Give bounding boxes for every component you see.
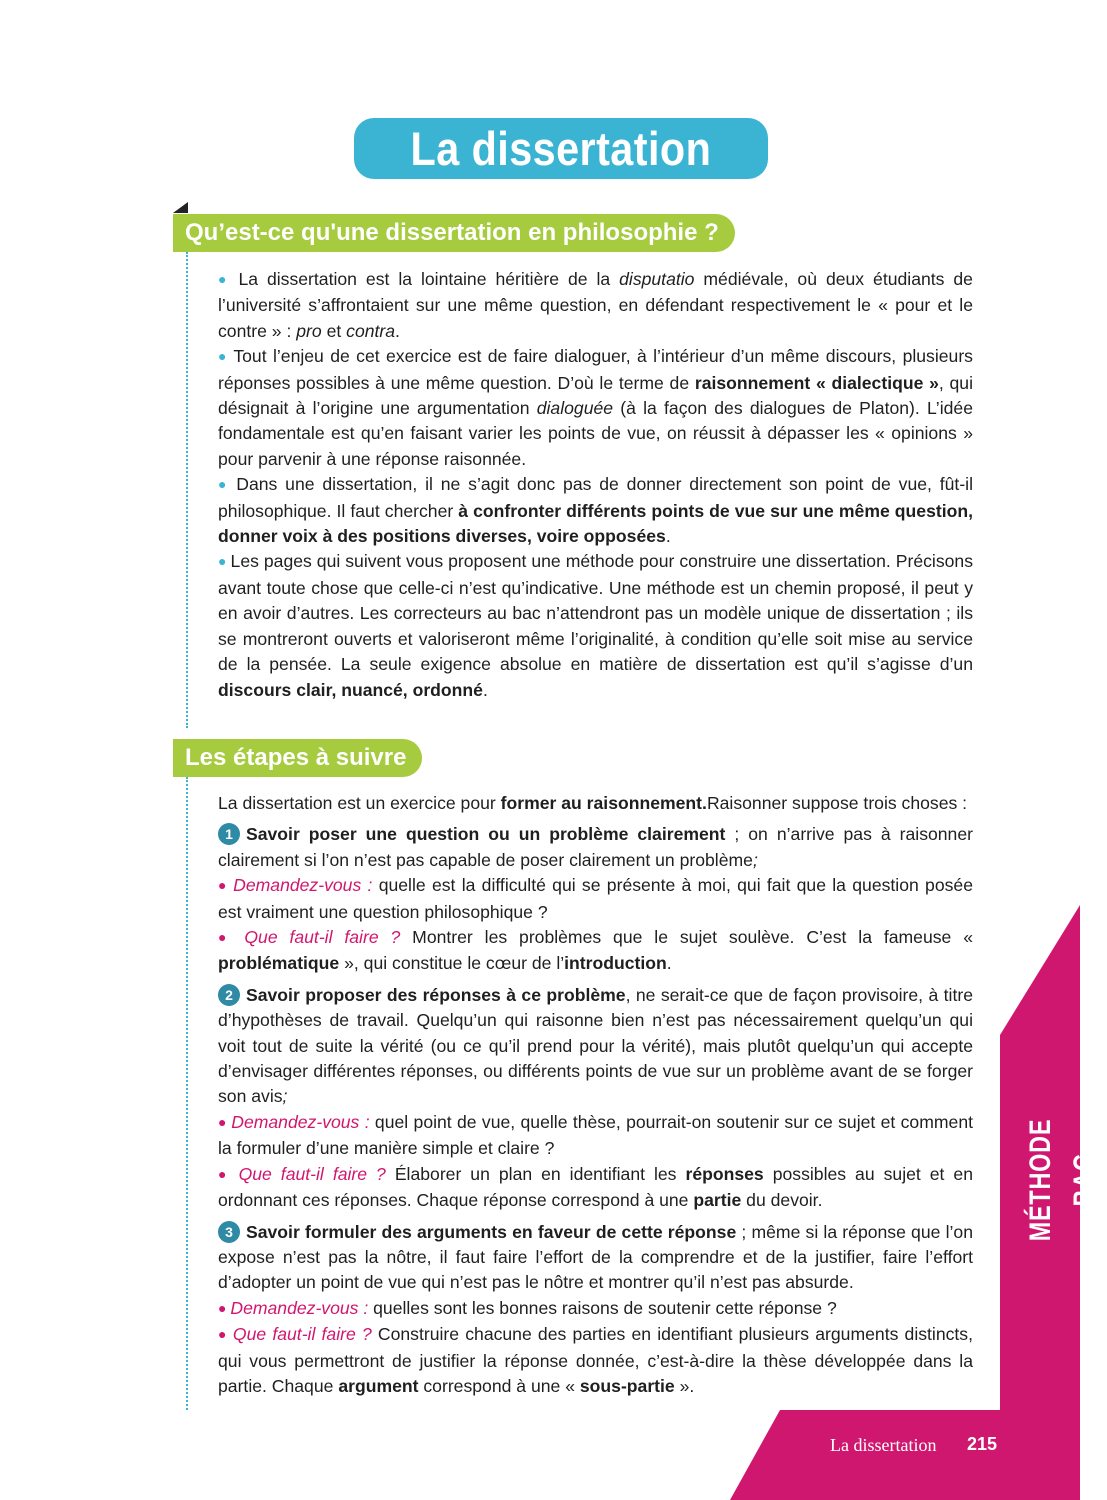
italic-text: pro — [296, 320, 322, 341]
text-run: Construire chacune des parties en identifiant plusieurs arguments distincts, qui vous permettront de justifier la réponse donnée, c’est-à-dire la thèse développée dans la partie. Chaque — [218, 1324, 973, 1396]
page-title-text: La dissertation — [410, 122, 712, 175]
text-run: », qui constitue le cœur de l’ — [339, 953, 565, 974]
step-paragraph — [218, 822, 973, 873]
step-paragraph — [218, 983, 973, 1110]
side-tab-label: MÉTHODE BAC — [1024, 1118, 1101, 1242]
bold-text: raisonnement « dialectique » — [694, 372, 939, 393]
prompt-label: Que faut-il faire ? — [238, 1163, 386, 1184]
step-bullet — [218, 925, 973, 977]
bold-text: sous-partie — [579, 1375, 675, 1396]
bold-text: réponses — [685, 1163, 764, 1184]
bold-text: discours clair, nuancé, ordonné — [218, 679, 483, 700]
bold-text: former au raisonnement. — [500, 793, 707, 813]
section-heading-steps: Les étapes à suivre — [173, 739, 422, 777]
bold-text: introduction — [564, 953, 667, 974]
prompt-label: Que faut-il faire ? — [244, 927, 401, 948]
paragraph — [218, 549, 973, 702]
step-number-icon: 1 — [218, 823, 240, 845]
text-run: La dissertation est un exercice pour — [218, 793, 501, 813]
bullet-icon: ● — [218, 929, 245, 946]
text-run: La dissertation est la lointaine héritière de la — [238, 269, 620, 289]
bullet-icon: ● — [218, 1165, 239, 1182]
prompt-label: Demandez-vous : — [230, 1297, 369, 1318]
prompt-label: Demandez-vous : — [233, 875, 373, 896]
section2-body — [218, 791, 973, 1399]
text-run: Tout l’enjeu de cet exercice est de faire dialoguer, à l’intérieur d’un même discours, plusieurs réponses possibles à une même question. D’où le terme de — [218, 346, 973, 393]
italic-text: ; — [282, 1086, 288, 1107]
text-run: , qui désignait à l’origine une argumentation — [218, 372, 973, 419]
step-bullet — [218, 1322, 973, 1399]
text-run: Les pages qui suivent vous proposent une méthode pour construire une dissertation. Précisons avant toute chose que celle-ci n’est qu’indicative. Une méthode est un chemin proposé, il peut y en avoir d’autres. Les correcteurs au bac n’attendront pas un modèle unique de dissertation ; ils se montreront ouverts et valoriseront même l’originalité, à condition qu’elle soit mise au service de la pensée. La seule exigence absolue en matière de dissertation est qu’il s’agisse d’un — [218, 551, 973, 675]
text-run: ». — [674, 1375, 695, 1396]
text-run: du devoir. — [741, 1190, 823, 1211]
text-run: quelles sont les bonnes raisons de soutenir cette réponse ? — [368, 1297, 837, 1318]
footer-title: La dissertation — [830, 1435, 937, 1455]
text-run: (à la façon des dialogues de Platon). L’idée fondamentale est qu’en faisant varier les points de vue, on réussit à dépasser les « opinions » pour parvenir à une réponse raisonnée. — [218, 398, 973, 469]
step-bullet — [218, 1162, 973, 1214]
text-run: Raisonner suppose trois choses : — [706, 793, 968, 813]
bullet-icon: ● — [218, 476, 237, 493]
text-run: et — [321, 320, 347, 341]
text-run: . — [665, 526, 671, 547]
italic-text: disputatio — [619, 269, 695, 289]
bullet-icon: ● — [218, 271, 239, 287]
paragraph — [218, 472, 973, 549]
text-run: . — [666, 953, 672, 974]
italic-text: ; — [752, 849, 758, 870]
text-run: Montrer les problèmes que le sujet soulève. C’est la fameuse « — [400, 927, 973, 948]
prompt-label: Que faut-il faire ? — [232, 1324, 372, 1345]
bullet-icon: ● — [218, 553, 231, 570]
italic-text: contra — [346, 320, 396, 341]
bold-text: à confronter différents points de vue sur une même question, donner voix à des positions diverses, voire opposées — [218, 500, 973, 547]
step-bullet — [218, 1296, 973, 1322]
bullet-icon: ● — [218, 1326, 233, 1343]
step-paragraph — [218, 1220, 973, 1296]
section-dotted-rule — [186, 252, 188, 728]
step-number-icon: 3 — [218, 1221, 240, 1243]
text-run: . — [395, 320, 400, 341]
text-run: quelle est la difficulté qui se présente à moi, qui fait que la question posée est vraiment une question philosophique ? — [218, 875, 973, 922]
text-run: possibles au sujet et en ordonnant ces réponses. Chaque réponse correspond à une — [218, 1163, 973, 1211]
step-bullet — [218, 1110, 973, 1162]
bold-text: argument — [338, 1375, 419, 1396]
italic-text: dialoguée — [536, 398, 614, 419]
text-run: , ne serait-ce que de façon provisoire, à titre d’hypothèses de travail. Quelqu’un qui raisonne bien n’est pas nécessairement quelqu’un qui voit tout de suite la vérité (ou ce qu’il prend pour la vérité), mais plutôt quelqu’un qui accepte d’envisager différentes réponses, ou différents points de vue sur un problème avant de se forger son avis — [218, 984, 973, 1107]
section-corner-mark — [173, 202, 188, 213]
page-title — [354, 118, 768, 179]
bold-text: Savoir poser une question ou un problème clairement — [246, 824, 726, 845]
prompt-label: Demandez-vous : — [231, 1111, 370, 1132]
step-number-icon: 2 — [218, 984, 240, 1006]
text-run: ; on n’arrive pas à raisonner clairement si l’on n’est pas capable de poser clairement un problème — [218, 824, 973, 870]
text-run: . — [482, 679, 488, 700]
bold-text: problématique — [218, 953, 340, 974]
section-dotted-rule — [186, 777, 188, 1410]
text-run: correspond à une « — [418, 1375, 580, 1396]
text-run: quel point de vue, quelle thèse, pourrait-on soutenir sur ce sujet et comment la formuler d’une manière simple et claire ? — [218, 1111, 973, 1159]
bullet-icon: ● — [218, 1299, 231, 1316]
paragraph — [218, 267, 973, 344]
text-run: ; même si la réponse que l’on expose n’est pas la nôtre, il faut faire l’effort de la comprendre et de la justifier, faire l’effort d’adopter un point de vue qui n’est pas le nôtre et montrer qu’il n’est pas absurde. — [218, 1221, 973, 1293]
bold-text: partie — [693, 1190, 742, 1211]
bullet-icon: ● — [218, 877, 234, 894]
bullet-icon: ● — [218, 348, 234, 365]
bullet-icon: ● — [218, 1113, 232, 1130]
page-number: 215 — [967, 1434, 998, 1454]
section-heading-what-is: Qu’est-ce qu'une dissertation en philosophie ? — [173, 214, 735, 252]
text-run: Élaborer un plan en identifiant les — [385, 1163, 686, 1184]
bold-text: Savoir proposer des réponses à ce problème — [246, 984, 626, 1005]
steps-intro — [218, 791, 973, 816]
bold-text: Savoir formuler des arguments en faveur de cette réponse — [246, 1221, 737, 1242]
paragraph — [218, 344, 973, 472]
text-run: médiévale, où deux étudiants de l’université s’affrontaient sur une même question, en défendant respectivement le « pour et le contre » : — [218, 269, 973, 341]
step-bullet — [218, 873, 973, 925]
text-run: Dans une dissertation, il ne s’agit donc pas de donner directement son point de vue, fût-il philosophique. Il faut chercher — [218, 474, 973, 521]
section1-body — [218, 267, 973, 703]
